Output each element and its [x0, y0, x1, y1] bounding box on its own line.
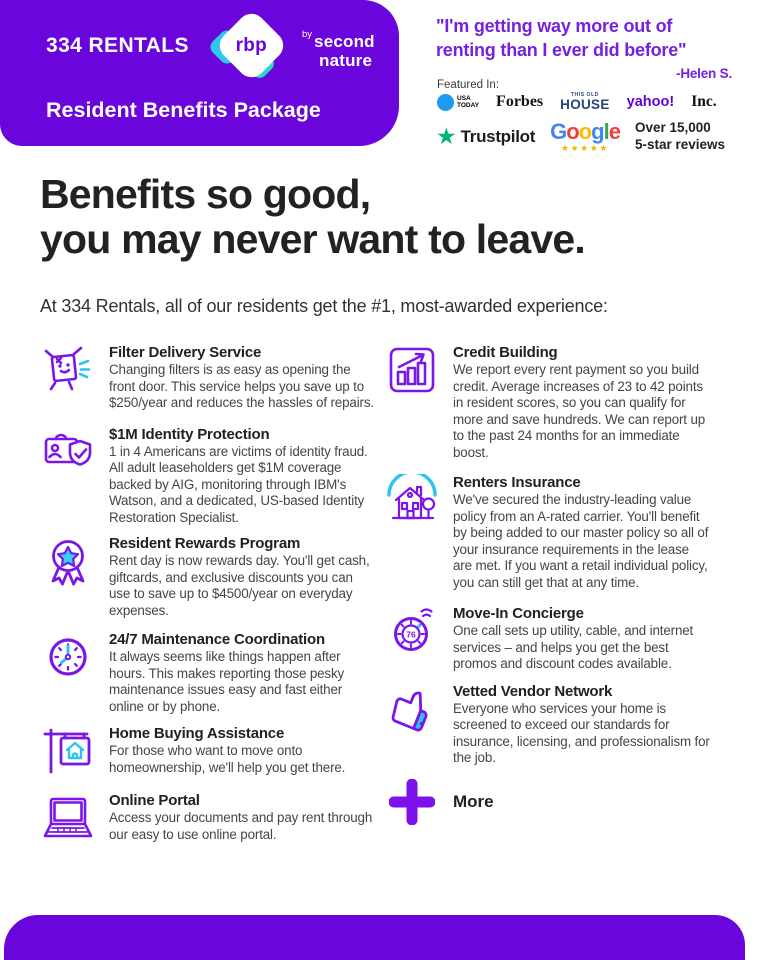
bottom-banner: [4, 915, 745, 960]
testimonial-quote: [436, 15, 770, 83]
plus-icon: [384, 779, 440, 825]
benefit-body: We report every rent payment so you build credit. Average increases of 23 to 42 points in resident scores, so you can qualify for more and save hundreds. We can report up to the past 24 months for an immediate boost.: [453, 362, 706, 460]
rewards-medal-icon: [40, 535, 96, 587]
benefit-title: Home Buying Assistance: [109, 725, 285, 742]
benefit-identity-protection: [40, 426, 384, 527]
benefit-vetted-vendors: [384, 683, 714, 767]
usa-today-line2: TODAY: [457, 102, 480, 110]
benefit-body: Changing filters is as easy as opening the front door. This service helps you save up to $250/year and reduces the hassles of repairs.: [109, 362, 374, 410]
header-banner: [0, 0, 399, 146]
benefit-move-in-concierge: [384, 605, 714, 673]
by-label: by: [302, 29, 313, 40]
trustpilot-logo: ★ Trustpilot: [436, 123, 536, 150]
benefit-title: Vetted Vendor Network: [453, 682, 613, 700]
benefit-body: For those who want to move onto homeownership, we'll help you get there.: [109, 743, 346, 775]
google-logo: Google ★★★★★: [550, 118, 620, 153]
insured-house-icon: [384, 474, 440, 526]
reviews-row: [436, 120, 771, 154]
benefit-body: Everyone who services your home is screened to exceed our standards for insurance, licensing, and professionalism for the job.: [453, 700, 710, 765]
benefit-maintenance: [40, 631, 384, 715]
quote-line-2: renting than I ever did before": [436, 39, 687, 60]
benefit-title: Online Portal: [109, 792, 200, 809]
svg-text:76: 76: [406, 629, 416, 640]
usa-today-logo: [437, 94, 479, 111]
quote-line-1: "I'm getting way more out of: [436, 16, 673, 36]
rbp-logo-text: rbp: [235, 34, 268, 56]
clock-icon: [40, 631, 96, 683]
featured-in-label: Featured In:: [437, 79, 500, 91]
benefit-body: Access your documents and pay rent through our easy to use online portal.: [109, 810, 373, 842]
identity-protection-icon: [40, 426, 96, 478]
trustpilot-star-icon: ★: [436, 123, 457, 150]
this-old-house-logo: THIS OLD HOUSE: [560, 92, 610, 112]
brand-name: 334 RENTALS: [46, 34, 189, 57]
benefits-right-column: [384, 344, 714, 825]
benefit-body: Rent day is now rewards day. You'll get cash, giftcards, and exclusive discounts you can use to save up to $4500/year on everyday expenses.: [109, 553, 370, 618]
second-nature-logo: [302, 30, 375, 69]
usa-today-line1: USA: [457, 95, 471, 103]
subheadline: At 334 Rentals, all of our residents get the #1, most-awarded experience:: [40, 296, 608, 316]
benefit-title: Resident Rewards Program: [109, 535, 301, 552]
benefit-home-buying: [40, 725, 384, 777]
benefit-title: Renters Insurance: [453, 474, 581, 491]
benefit-body: One call sets up utility, cable, and internet services – and helps you get the best promos and discount codes available.: [453, 623, 694, 671]
benefit-more: [384, 779, 714, 825]
benefit-body: We've secured the industry-leading value policy from an A-rated carrier. You'll benefit by being added to our master policy so all of your insurance requirements in the lease are met. If you want a retail individual policy, you can still get that at any time.: [453, 492, 709, 590]
benefit-title: Filter Delivery Service: [109, 344, 262, 361]
thermostat-icon: [384, 605, 440, 657]
thumbs-up-icon: [384, 683, 440, 735]
filter-delivery-icon: [40, 344, 96, 396]
home-sign-icon: [40, 725, 96, 777]
more-label: More: [453, 791, 494, 811]
rbp-diamond-icon: [214, 10, 288, 84]
package-title: Resident Benefits Package: [46, 98, 321, 122]
benefit-body: It always seems like things happen after hours. This makes reporting those pesky maintenance issues easy and fast either online or by phone.: [109, 649, 345, 714]
credit-chart-icon: [384, 344, 440, 396]
google-stars-icon: ★★★★★: [560, 142, 610, 153]
headline: Benefits so good, you may never want to leave.: [40, 171, 585, 263]
benefit-filter-delivery: [40, 344, 384, 412]
laptop-icon: [40, 792, 96, 844]
featured-logos-row: [437, 93, 772, 112]
benefit-online-portal: [40, 792, 384, 844]
inc-logo: Inc.: [691, 93, 717, 111]
testimonial-attribution: -Helen S.: [676, 65, 732, 81]
benefit-title: Move-In Concierge: [453, 605, 584, 622]
second-label: second: [314, 32, 375, 51]
benefit-title: $1M Identity Protection: [109, 425, 270, 443]
benefit-body: 1 in 4 Americans are victims of identity fraud. All adult leaseholders get $1M coverage backed by AIG, monitoring through IBM's Watson, and a dedicated, US-based Identity Restoration Specialist.: [109, 443, 368, 525]
usa-today-circle-icon: [437, 94, 454, 111]
benefit-resident-rewards: [40, 535, 384, 619]
rbp-logo: [214, 10, 394, 96]
nature-label: nature: [319, 51, 373, 70]
benefit-credit-building: [384, 344, 714, 461]
review-count: Over 15,000 5-star reviews: [634, 120, 725, 152]
benefit-title: Credit Building: [453, 344, 558, 361]
forbes-logo: Forbes: [496, 93, 544, 111]
benefit-renters-insurance: [384, 474, 714, 591]
yahoo-logo: yahoo!: [626, 94, 675, 111]
benefit-title: 24/7 Maintenance Coordination: [109, 631, 325, 648]
benefits-left-column: [40, 344, 384, 844]
